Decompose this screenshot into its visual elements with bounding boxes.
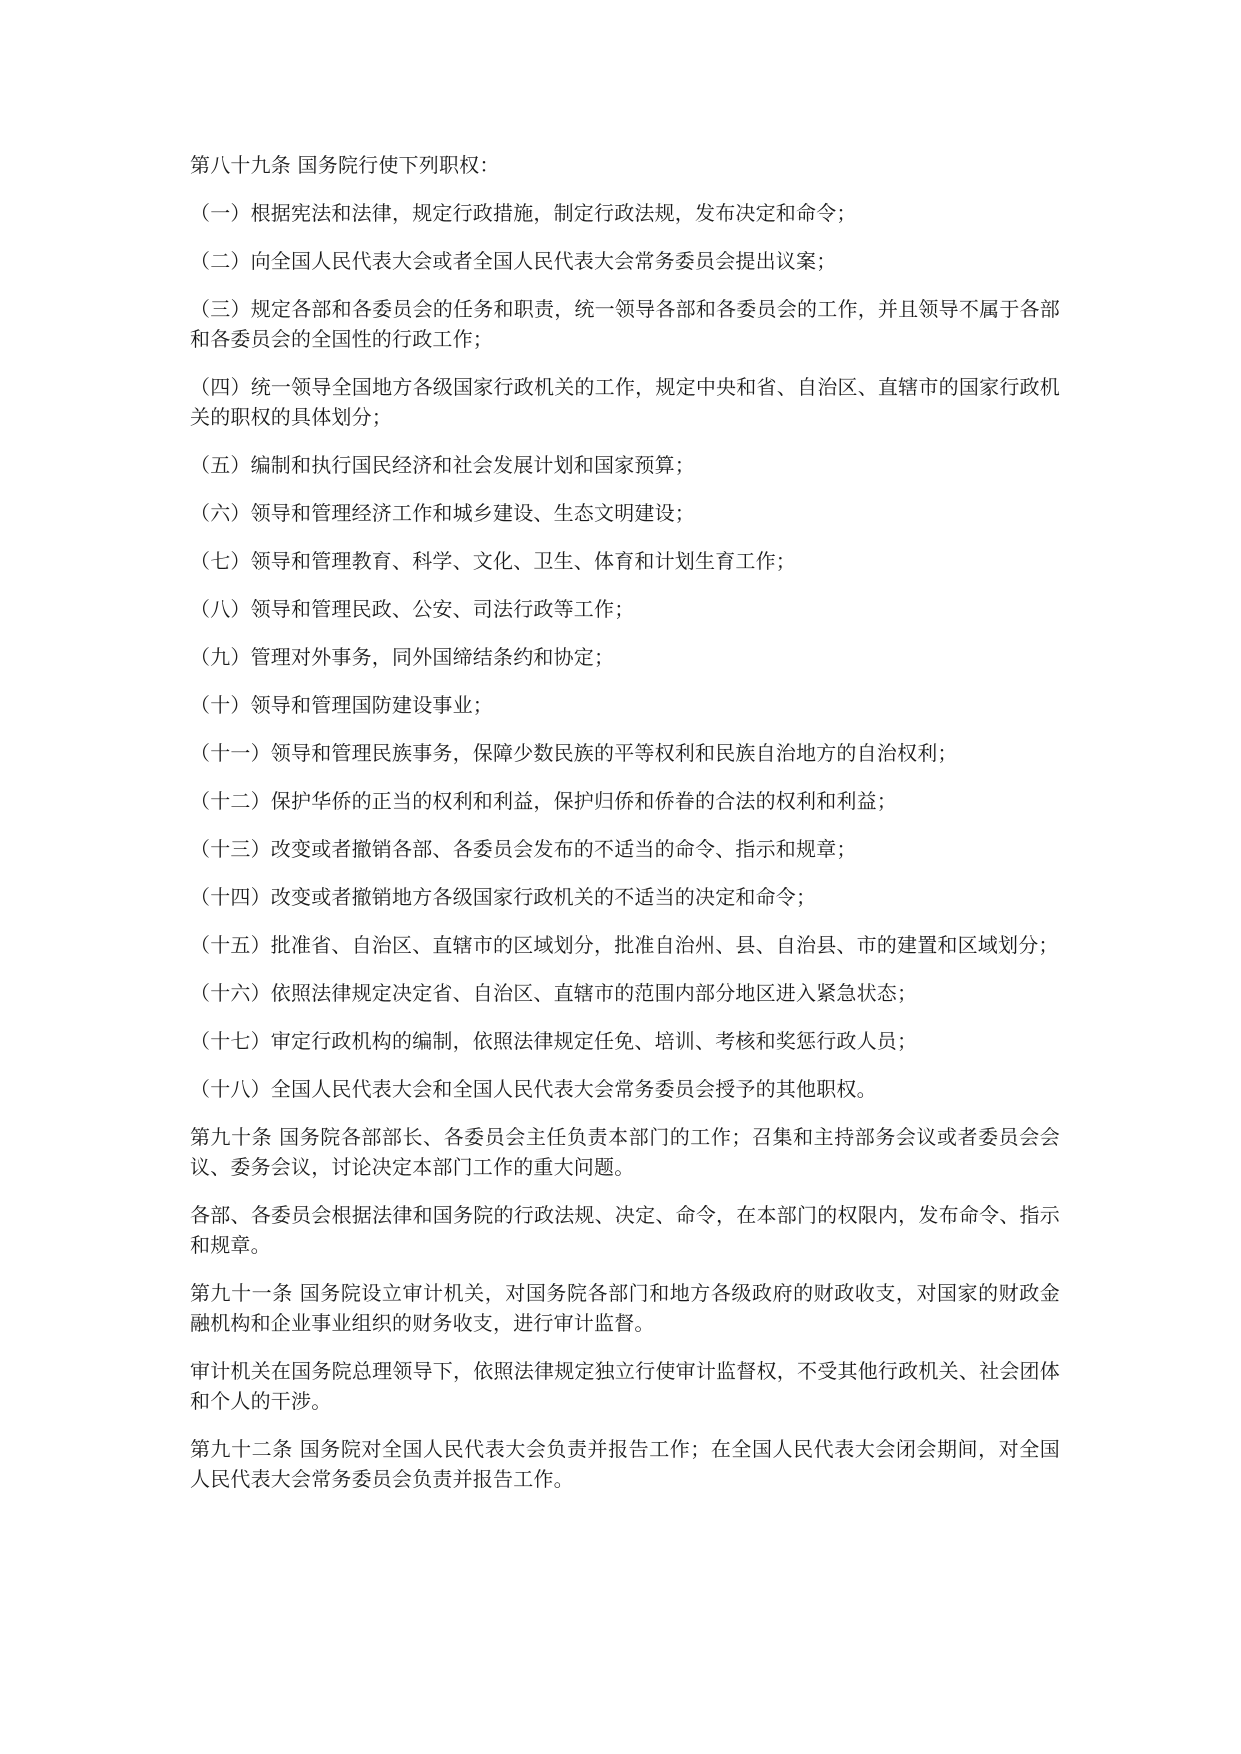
clause-item: （十三）改变或者撤销各部、各委员会发布的不适当的命令、指示和规章； [190,837,857,861]
document-body [190,150,1060,1512]
clause-item: （七）领导和管理教育、科学、文化、卫生、体育和计划生育工作； [190,549,796,573]
article-90-paragraph: 各部、各委员会根据法律和国务院的行政法规、决定、命令，在本部门的权限内，发布命令、指示和规章。 [190,1203,1060,1257]
article-92-paragraph: 第九十二条 国务院对全国人民代表大会负责并报告工作；在全国人民代表大会闭会期间，对全国人民代表大会常务委员会负责并报告工作。 [190,1437,1060,1491]
clause-item: （十七）审定行政机构的编制，依照法律规定任免、培训、考核和奖惩行政人员； [190,1029,918,1053]
clause-item: （六）领导和管理经济工作和城乡建设、生态文明建设； [190,501,695,525]
clause-item: （十四）改变或者撤销地方各级国家行政机关的不适当的决定和命令； [190,885,817,909]
clause-item: （四）统一领导全国地方各级国家行政机关的工作，规定中央和省、自治区、直辖市的国家行政机关的职权的具体划分； [190,375,1060,429]
clause-item: （十）领导和管理国防建设事业； [190,693,493,717]
clause-item: （一）根据宪法和法律，规定行政措施，制定行政法规，发布决定和命令； [190,201,857,225]
clause-item: （九）管理对外事务，同外国缔结条约和协定； [190,645,615,669]
clause-item: （十一）领导和管理民族事务，保障少数民族的平等权利和民族自治地方的自治权利； [190,741,958,765]
article-89-heading: 第八十九条 国务院行使下列职权： [190,153,500,177]
clause-item: （十六）依照法律规定决定省、自治区、直辖市的范围内部分地区进入紧急状态； [190,981,918,1005]
clause-item: （十五）批准省、自治区、直辖市的区域划分，批准自治州、县、自治县、市的建置和区域划分； [190,933,1059,957]
article-90-paragraph: 第九十条 国务院各部部长、各委员会主任负责本部门的工作；召集和主持部务会议或者委员会会议、委务会议，讨论决定本部门工作的重大问题。 [190,1125,1060,1179]
clause-item: （十二）保护华侨的正当的权利和利益，保护归侨和侨眷的合法的权利和利益； [190,789,897,813]
clause-item: （十八）全国人民代表大会和全国人民代表大会常务委员会授予的其他职权。 [190,1077,877,1101]
clause-item: （三）规定各部和各委员会的任务和职责，统一领导各部和各委员会的工作，并且领导不属于各部和各委员会的全国性的行政工作； [190,297,1060,351]
clause-item: （五）编制和执行国民经济和社会发展计划和国家预算； [190,453,695,477]
clause-item: （八）领导和管理民政、公安、司法行政等工作； [190,597,635,621]
clause-item: （二）向全国人民代表大会或者全国人民代表大会常务委员会提出议案； [190,249,837,273]
article-91-paragraph: 审计机关在国务院总理领导下，依照法律规定独立行使审计监督权，不受其他行政机关、社会团体和个人的干涉。 [190,1359,1060,1413]
article-91-paragraph: 第九十一条 国务院设立审计机关，对国务院各部门和地方各级政府的财政收支，对国家的财政金融机构和企业事业组织的财务收支，进行审计监督。 [190,1281,1060,1335]
